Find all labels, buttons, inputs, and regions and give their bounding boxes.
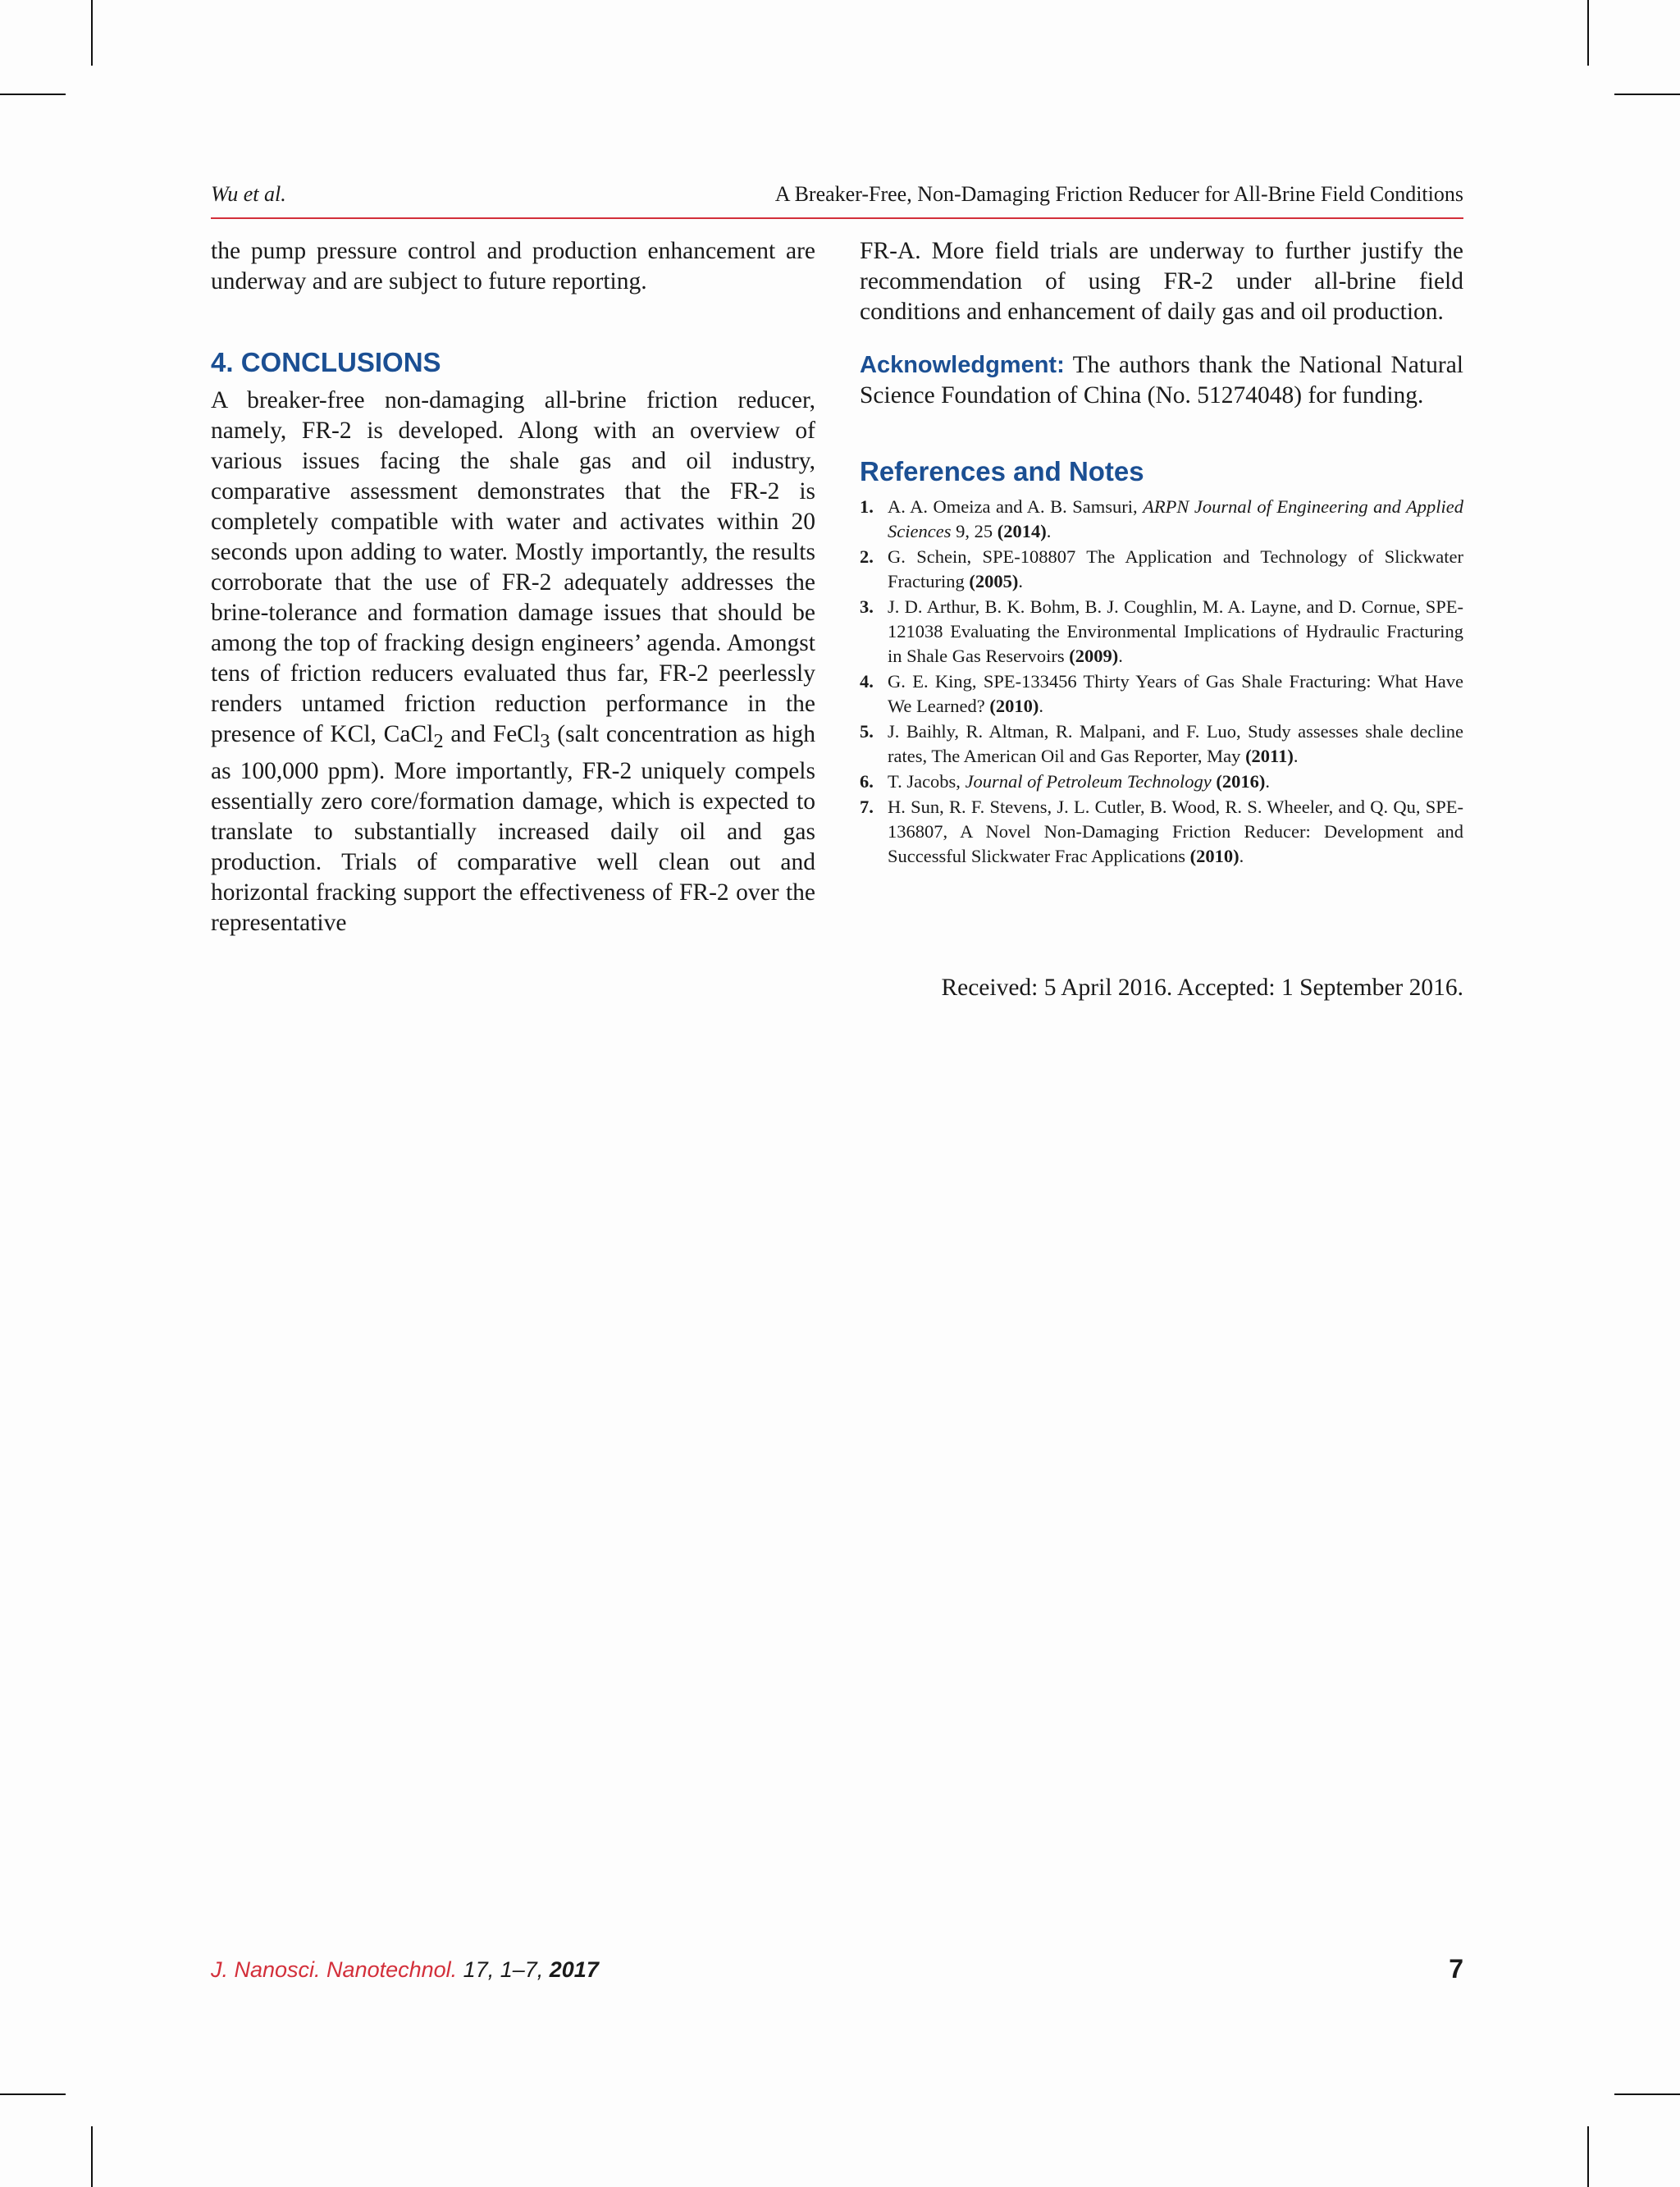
- footer-year: 2017: [549, 1957, 599, 1982]
- subscript-3: 3: [540, 729, 550, 752]
- reference-year: (2010): [1189, 846, 1239, 866]
- acknowledgment-paragraph: [860, 350, 1463, 411]
- running-header: [211, 180, 1463, 219]
- reference-year: (2014): [997, 521, 1047, 541]
- reference-end: .: [1239, 846, 1244, 866]
- crop-mark: [91, 2126, 93, 2187]
- reference-end: .: [1118, 646, 1123, 666]
- reference-number: 6.: [860, 771, 874, 792]
- reference-item: [860, 769, 1463, 794]
- reference-text: G. Schein, SPE-108807 The Application and Technology of Slickwater Fracturing: [888, 546, 1463, 591]
- reference-year: (2011): [1245, 746, 1294, 766]
- reference-number: 7.: [860, 797, 874, 817]
- reference-item: [860, 545, 1463, 594]
- reference-item: [860, 495, 1463, 544]
- continuation-paragraph: FR-A. More field trials are underway to further justify the recommendation of using FR-2 under all-brine field conditions and enhancement of daily gas and oil production.: [860, 238, 1463, 325]
- reference-item: [860, 795, 1463, 869]
- footer-volume: 17, 1–7,: [457, 1957, 550, 1982]
- reference-end: .: [1046, 521, 1052, 541]
- reference-year: (2009): [1069, 646, 1119, 666]
- reference-end: .: [1039, 696, 1043, 716]
- footer-citation: [211, 1957, 599, 1983]
- conclusions-text-2: and FeCl: [443, 721, 541, 747]
- reference-text: T. Jacobs,: [888, 771, 966, 792]
- reference-text: A. A. Omeiza and A. B. Samsuri,: [888, 496, 1144, 517]
- crop-mark: [1614, 2093, 1680, 2095]
- reference-number: 5.: [860, 721, 874, 742]
- reference-number: 1.: [860, 496, 874, 517]
- acknowledgment-text: The authors thank the National Natural Science Foundation of China (No. 51274048) for funding.: [860, 352, 1463, 409]
- footer-journal: J. Nanosci. Nanotechnol.: [211, 1957, 458, 1982]
- conclusions-text-1: A breaker-free non-damaging all-brine friction reducer, namely, FR-2 is developed. Along with an overview of various issues facing the shale gas and oil industry, comparative assessment demonstrates that the FR-2 is completely compatible with water and activates within 20 seconds upon adding to water. Mostly importantly, the results corroborate that the use of FR-2 adequately addresses the brine-tolerance and formation damage issues that should be among the top of fracking design engineers’ agenda. Amongst tens of friction reducers evaluated thus far, FR-2 peerlessly renders untamed friction reduction performance in the presence of KCl, CaCl: [211, 387, 815, 747]
- reference-end: .: [1293, 746, 1299, 766]
- references-heading: References and Notes: [860, 456, 1144, 486]
- reference-year: (2005): [969, 571, 1019, 591]
- crop-mark: [1587, 0, 1589, 66]
- reference-text: G. E. King, SPE-133456 Thirty Years of Gas Shale Fracturing: What Have We Learned?: [888, 671, 1463, 716]
- page-number: 7: [1449, 1954, 1463, 1984]
- reference-text: J. Baihly, R. Altman, R. Malpani, and F. Luo, Study assesses shale decline rates, The American Oil and Gas Reporter, May: [888, 721, 1463, 766]
- crop-mark: [1587, 2126, 1589, 2187]
- conclusions-text-3: (salt concentration as high as 100,000 ppm). More importantly, FR-2 uniquely compels essentially zero core/formation damage, which is expected to translate to substantially increased daily oil and gas production. Trials of comparative well clean out and horizontal fracking support the effectiveness of FR-2 over the representative: [211, 721, 815, 936]
- reference-number: 3.: [860, 596, 874, 617]
- reference-number: 4.: [860, 671, 874, 692]
- subscript-2: 2: [433, 729, 444, 752]
- reference-item: [860, 669, 1463, 719]
- received-accepted-dates: Received: 5 April 2016. Accepted: 1 September 2016.: [941, 975, 1463, 1001]
- left-column: [211, 236, 815, 938]
- reference-journal: ARPN Journal of Engineering and Applied Sciences: [888, 496, 1463, 541]
- crop-mark: [1614, 94, 1680, 95]
- page-footer: [211, 1954, 1463, 1987]
- crop-mark: [0, 94, 66, 95]
- crop-mark: [91, 0, 93, 66]
- reference-number: 2.: [860, 546, 874, 567]
- reference-item: [860, 719, 1463, 769]
- reference-list: [860, 495, 1463, 869]
- reference-year: (2010): [989, 696, 1039, 716]
- conclusions-paragraph: [211, 386, 815, 938]
- reference-volume: 9, 25: [951, 521, 998, 541]
- intro-paragraph: the pump pressure control and production enhancement are underway and are subject to future reporting.: [211, 238, 815, 294]
- reference-journal: Journal of Petroleum Technology: [965, 771, 1212, 792]
- header-authors: Wu et al.: [211, 182, 286, 206]
- reference-text: J. D. Arthur, B. K. Bohm, B. J. Coughlin, M. A. Layne, and D. Cornue, SPE-121038 Evaluating the Environmental Implications of Hydraulic Fracturing in Shale Gas Reservoirs: [888, 596, 1463, 666]
- reference-end: .: [1265, 771, 1270, 792]
- reference-text: H. Sun, R. F. Stevens, J. L. Cutler, B. Wood, R. S. Wheeler, and Q. Qu, SPE-136807, A Novel Non-Damaging Friction Reducer: Development and Successful Slickwater Frac Applications: [888, 797, 1463, 866]
- acknowledgment-label: Acknowledgment:: [860, 352, 1065, 378]
- reference-item: [860, 595, 1463, 669]
- conclusions-heading: 4. CONCLUSIONS: [211, 347, 441, 377]
- reference-end: .: [1018, 571, 1023, 591]
- header-title: A Breaker-Free, Non-Damaging Friction Reducer for All-Brine Field Conditions: [774, 182, 1463, 206]
- crop-mark: [0, 2093, 66, 2095]
- reference-year: (2016): [1216, 771, 1266, 792]
- right-column: [860, 236, 1463, 870]
